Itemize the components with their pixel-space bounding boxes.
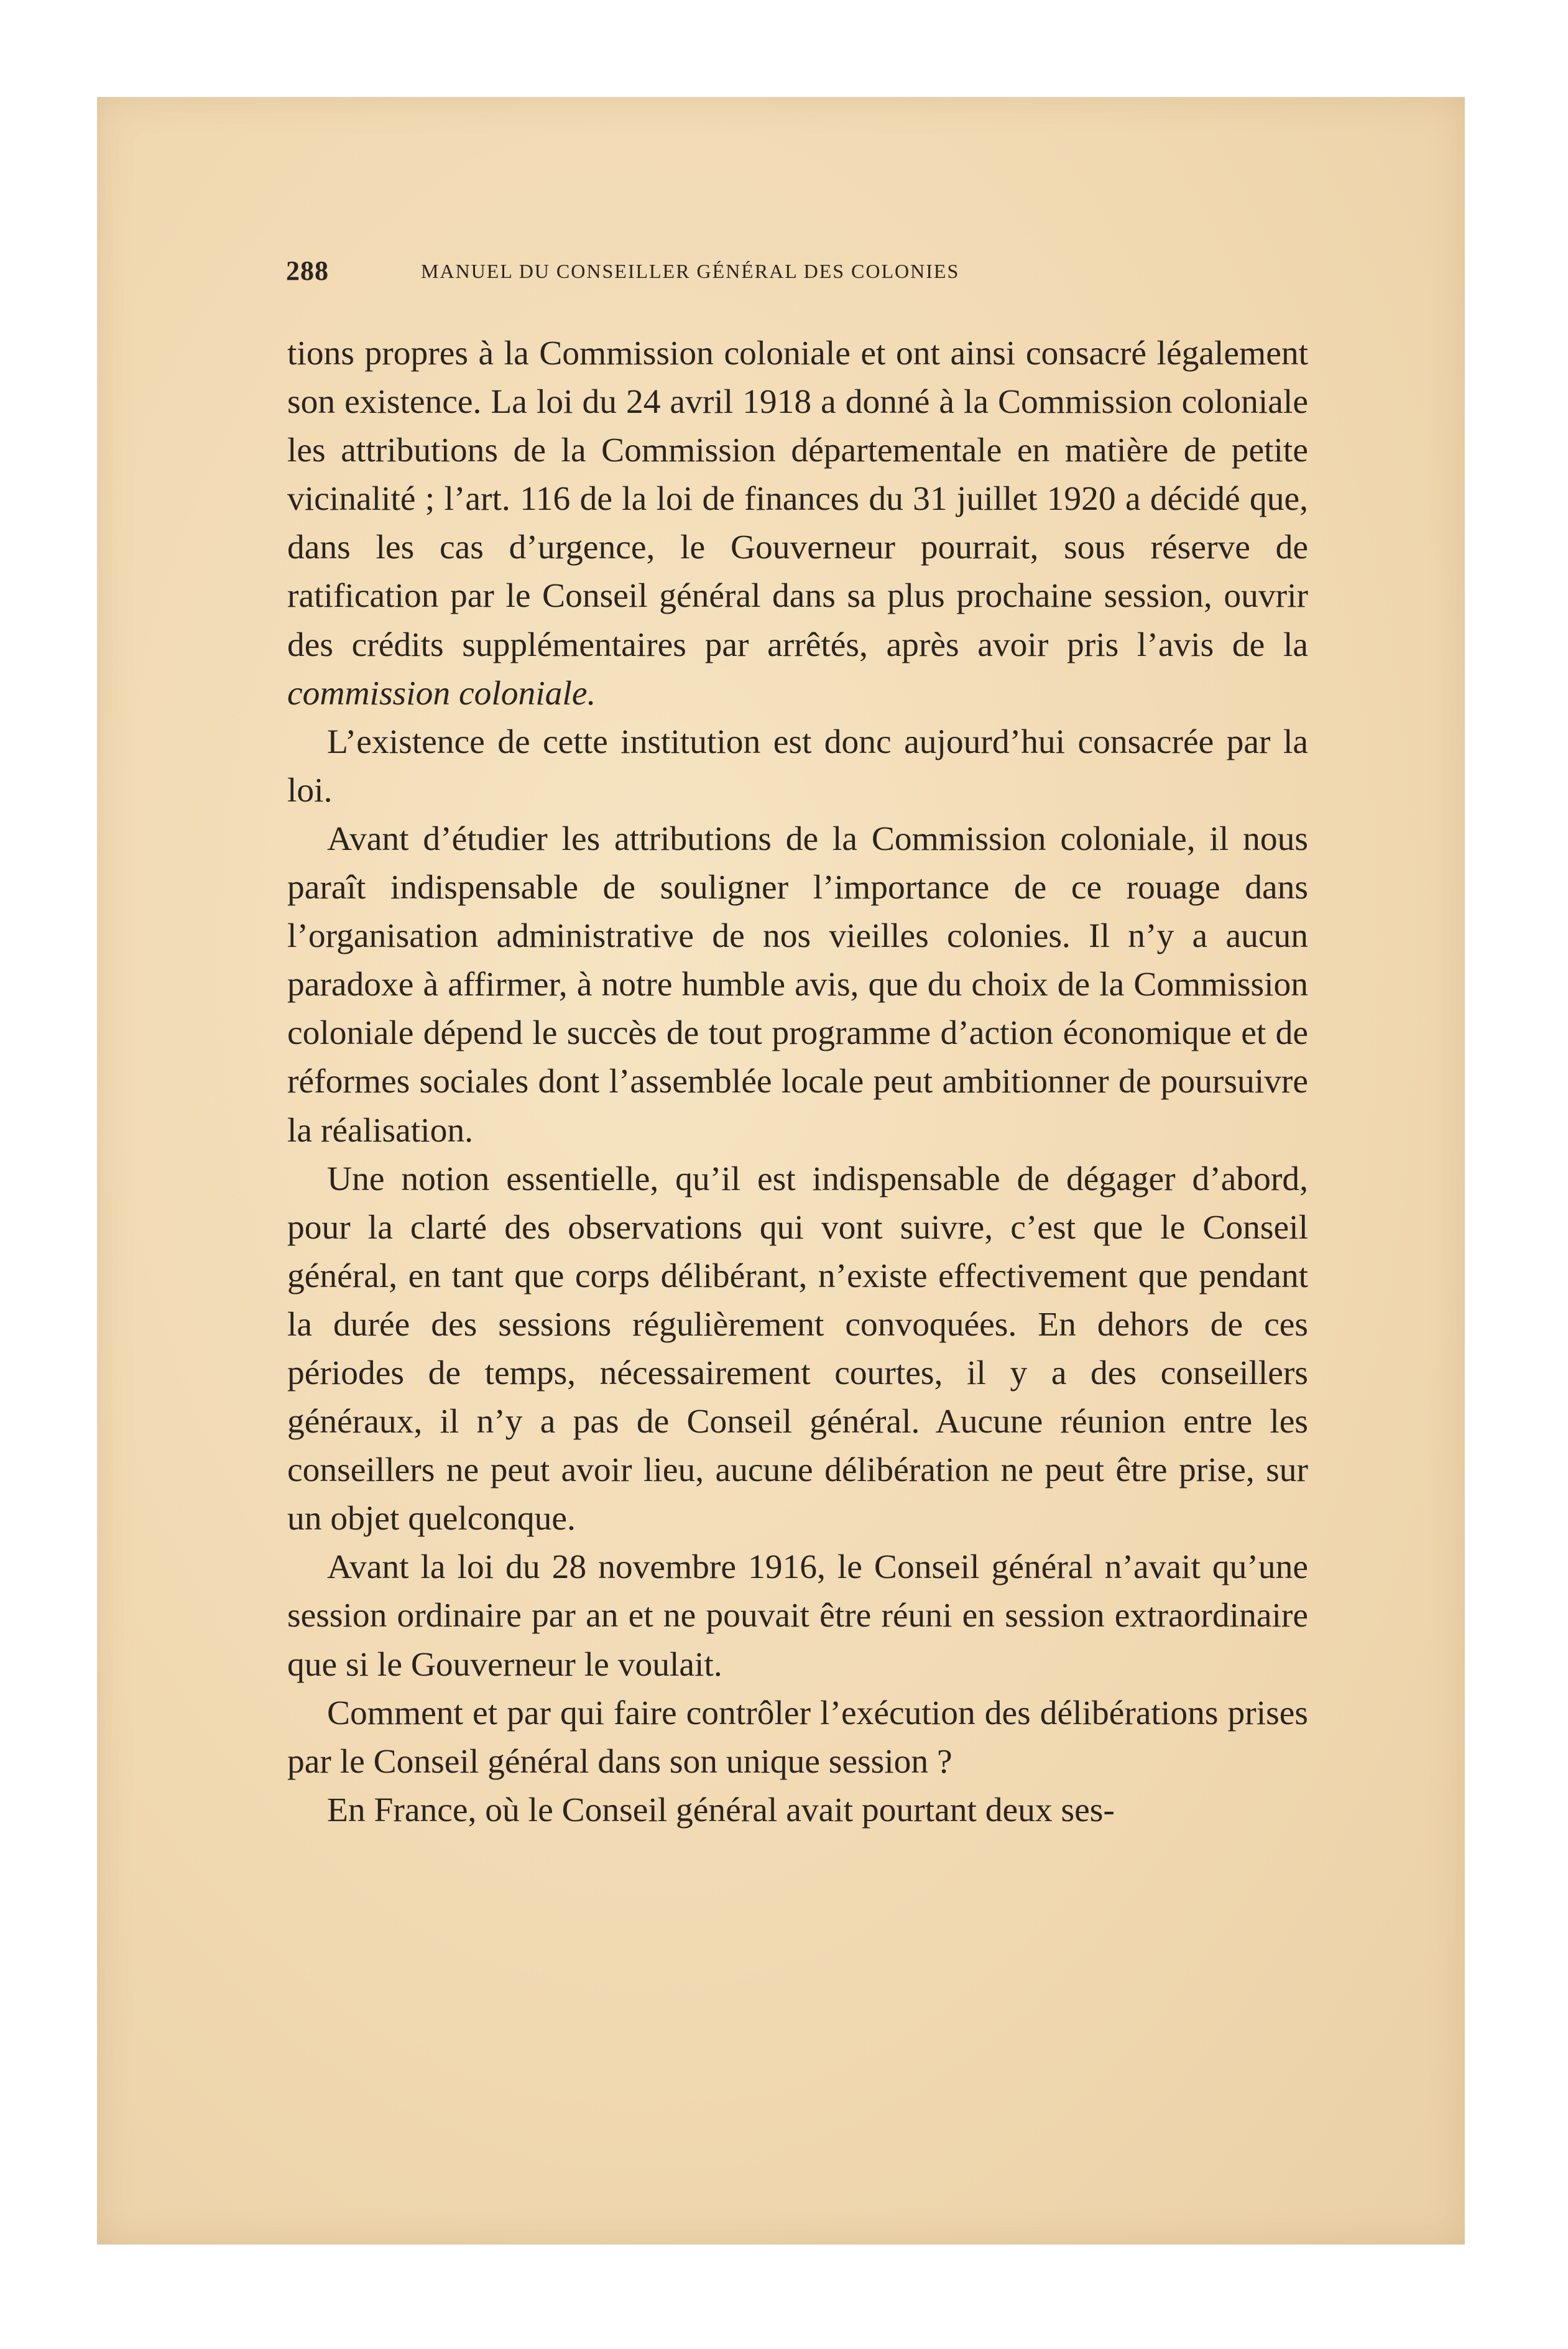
paragraph-6: Comment et par qui faire contrôler l’exécution des délibérations prises par le Conseil général dans son unique session ? xyxy=(287,1694,1308,1781)
paragraph-7: En France, où le Conseil général avait pourtant deux ses- xyxy=(327,1791,1115,1829)
page-number: 288 xyxy=(286,256,329,286)
paragraph-4: Une notion essentielle, qu’il est indispensable de dégager d’abord, pour la clarté des observations qui vont suivre, c’est que le Conseil général, en tant que corps délibérant, n’existe effectivement que pendant la durée des sessions régulièrement convoquées. En dehors de ces périodes de temps, nécessairement courtes, il y a des conseillers généraux, il n’y a pas de Conseil général. Aucune réunion entre les conseillers ne peut avoir lieu, aucune délibération ne peut être prise, sur un objet quelconque. xyxy=(287,1160,1308,1538)
paragraph-5: Avant la loi du 28 novembre 1916, le Conseil général n’avait qu’une session ordinaire par an et ne pouvait être réuni en session extraordinaire que si le Gouverneur le voulait. xyxy=(287,1548,1308,1684)
paragraph-3: Avant d’étudier les attributions de la Commission coloniale, il nous paraît indispensable de souligner l’importance de ce rouage dans l’organisation administrative de nos vieilles colonies. Il n’y a aucun paradoxe à affirmer, à notre humble avis, que du choix de la Commission coloniale dépend le succès de tout programme d’action économique et de réformes sociales dont l’assemblée locale peut ambitionner de poursuivre la réalisation. xyxy=(287,819,1308,1150)
body-text xyxy=(287,330,1308,1835)
paragraph-1-italic-phrase: commission coloniale. xyxy=(287,674,596,713)
running-head: MANUEL DU CONSEILLER GÉNÉRAL DES COLONIES xyxy=(421,260,960,282)
paragraph-1 xyxy=(287,330,1308,718)
paragraph-1-text: tions propres à la Commission coloniale et ont ainsi consacré légalement son existence. La loi du 24 avril 1918 a donné à la Commission coloniale les attributions de la Commission départementale en matière de petite vicinalité ; l’art. 116 de la loi de finances du 31 juillet 1920 a décidé que, dans les cas d’urgence, le Gouverneur pourrait, sous réserve de ratification par le Conseil général dans sa plus prochaine session, ouvrir des crédits supplémentaires par arrêtés, après avoir pris l’avis de la xyxy=(287,335,1308,664)
paragraph-2: L’existence de cette institution est donc aujourd’hui consacrée par la loi. xyxy=(287,722,1308,810)
page-header xyxy=(286,255,1219,298)
